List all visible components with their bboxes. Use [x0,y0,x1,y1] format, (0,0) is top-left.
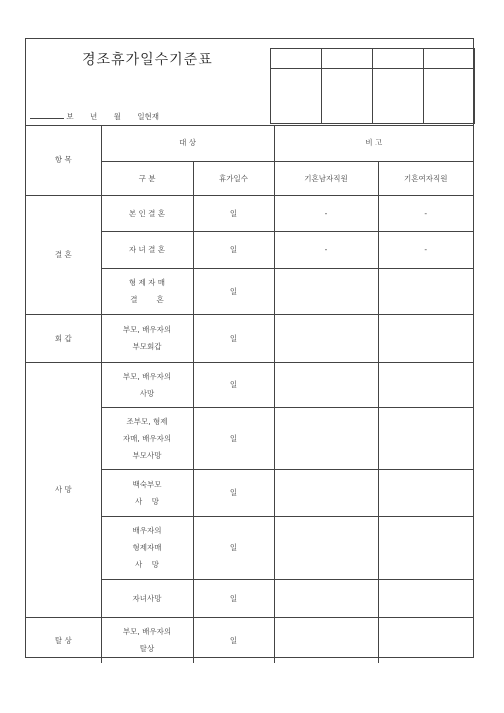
row-male [274,268,378,314]
header-note: 비 고 [274,125,473,161]
document-frame [25,38,474,658]
row-label [101,195,193,231]
vacation-table [26,125,473,663]
row-label-line: 사망 [139,388,155,398]
date-year: 년 [90,112,98,121]
group-sixty: 회 갑 [26,314,101,362]
row-days: 일 [193,231,274,268]
row-days: 일 [193,195,274,231]
row-label [101,268,193,314]
row-male [274,516,378,579]
row-label [101,314,193,362]
row-male [274,469,378,516]
row-days: 일 [193,469,274,516]
date-current: 일현재 [137,112,160,121]
header-female: 기혼여자직원 [378,161,473,195]
row-male [274,407,378,469]
row-female [378,268,473,314]
row-label-line: 조부모, 형제 [126,416,168,426]
row-male [274,617,378,663]
row-label-line: 결 혼 [130,295,164,304]
row-female: - [378,231,473,268]
header-category: 구 분 [101,161,193,195]
header-item: 항 목 [26,125,101,195]
group-leave: 탈 상 [26,617,101,663]
row-male: - [274,231,378,268]
row-label [101,579,193,617]
document-title: 경조휴가일수기준표 [82,52,213,68]
row-label-line: 형 제 자 매 [128,278,166,287]
row-female [378,516,473,579]
row-days: 일 [193,579,274,617]
row-label-line: 백숙부모 [132,479,162,489]
row-label-line: 부모, 배우자의 [122,371,172,381]
group-marriage: 결 혼 [26,195,101,314]
approval-sign-cell [271,69,322,124]
row-label [101,231,193,268]
approval-box [270,48,475,124]
row-label-line: 본 인 결 혼 [128,208,166,218]
row-male: - [274,195,378,231]
row-label-line: 탈상 [139,644,155,654]
row-female: - [378,195,473,231]
row-label [101,407,193,469]
row-label-line: 부모, 배우자의 [122,325,172,334]
row-label [101,617,193,663]
date-bo: 보 [66,112,74,121]
row-label-line: 사 망 [134,560,160,569]
header-male: 기혼남자직원 [274,161,378,195]
row-female [378,362,473,407]
row-label [101,516,193,579]
approval-cell [322,49,373,69]
row-label [101,362,193,407]
approval-sign-cell [373,69,424,124]
row-label-line: 부모사망 [132,450,162,460]
row-days: 일 [193,268,274,314]
row-label-line: 사 망 [134,496,160,506]
row-label-line: 부모회갑 [132,342,162,351]
date-line [30,111,173,122]
approval-sign-cell [322,69,373,124]
row-label-line: 배우자의 [132,526,162,535]
row-male [274,362,378,407]
document-header [26,39,473,126]
row-label-line: 형제자매 [132,543,162,552]
approval-cell [373,49,424,69]
row-label-line: 자매, 배우자의 [122,433,172,443]
row-label-line: 자녀사망 [132,593,162,603]
row-label [101,469,193,516]
approval-cell [271,49,322,69]
row-male [274,314,378,362]
row-female [378,407,473,469]
row-female [378,469,473,516]
row-days: 일 [193,516,274,579]
row-male [274,579,378,617]
row-days: 일 [193,362,274,407]
approval-cell [424,49,475,69]
row-female [378,579,473,617]
header-target: 대 상 [101,125,274,161]
row-days: 일 [193,407,274,469]
approval-sign-cell [424,69,475,124]
row-days: 일 [193,314,274,362]
row-label-line: 부모, 배우자의 [122,627,172,637]
date-blank [30,118,64,119]
header-days: 휴가일수 [193,161,274,195]
group-death: 사 망 [26,362,101,617]
row-female [378,617,473,663]
row-days: 일 [193,617,274,663]
row-female [378,314,473,362]
row-label-line: 자 녀 결 혼 [128,245,166,254]
date-month: 월 [113,112,121,121]
